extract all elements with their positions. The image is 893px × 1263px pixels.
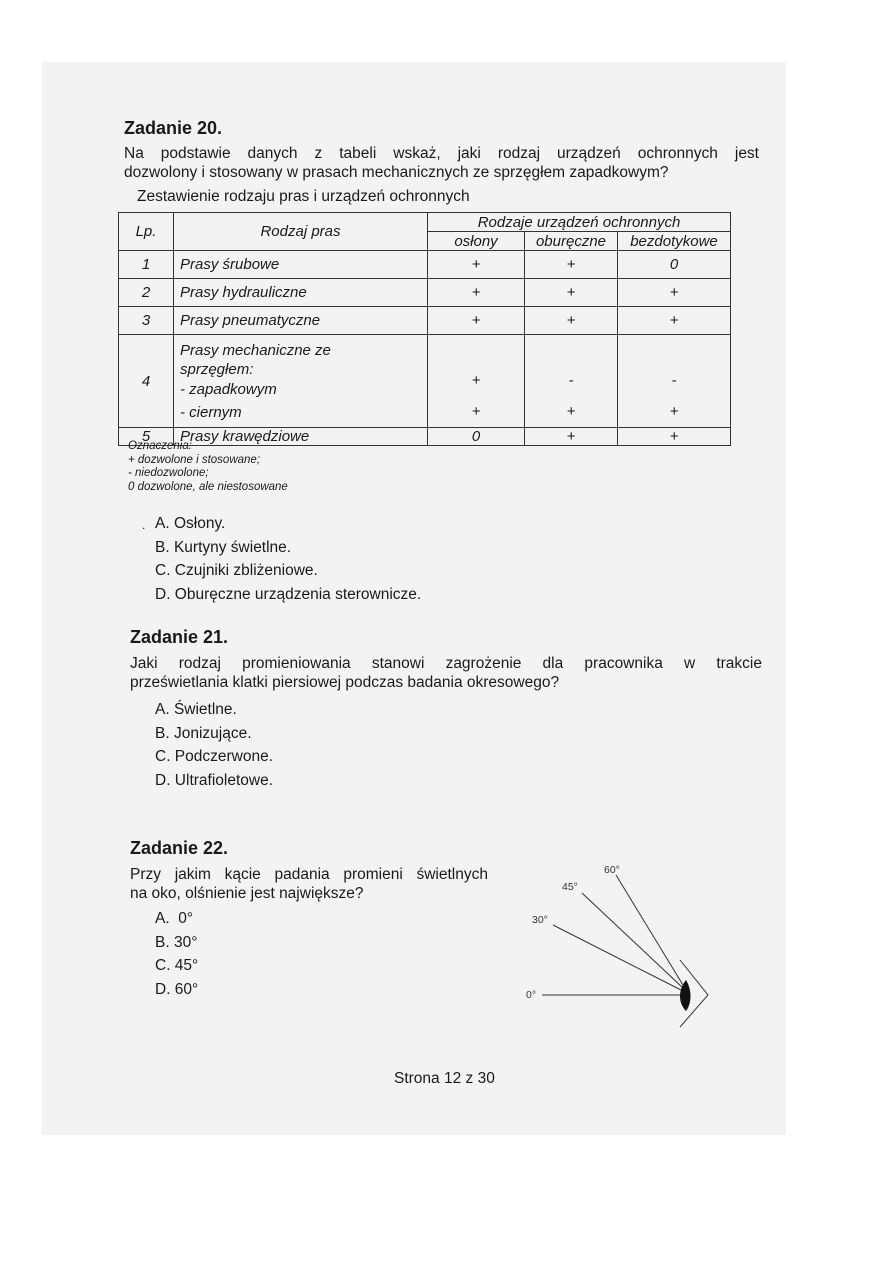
task-22-option-d[interactable]: D. 60° <box>155 981 199 998</box>
question-line: Jaki rodzaj promieniowania stanowi zagrożenie dla pracownika w trakcie <box>130 655 762 672</box>
row-lp: 5 <box>119 428 174 446</box>
table-row <box>119 307 731 335</box>
row-name-line: Prasy mechaniczne ze <box>180 341 331 359</box>
question-line: dozwolony i stosowany w prasach mechanicznych ze sprzęgłem zapadkowym? <box>124 164 669 181</box>
row-value: + <box>471 403 481 420</box>
angle-label-30: 30° <box>532 914 548 926</box>
row-lp: 4 <box>119 335 174 428</box>
task-21-option-b[interactable]: B. Jonizujące. <box>155 725 252 742</box>
task-20-option-a[interactable]: A. Osłony. <box>155 515 226 532</box>
row-lp: 2 <box>119 279 174 307</box>
table-title: Zestawienie rodzaju pras i urządzeń ochronnych <box>137 188 470 205</box>
legend-line: - niedozwolone; <box>128 467 209 479</box>
row-value: 0 <box>428 428 525 446</box>
task-20-title: Zadanie 20. <box>124 118 223 138</box>
task-20-option-b[interactable]: B. Kurtyny świetlne. <box>155 539 292 556</box>
row-value: + <box>428 279 525 307</box>
row-value: + <box>471 372 481 389</box>
row-lp: 3 <box>119 307 174 335</box>
row-value: + <box>525 279 618 307</box>
row-name: Prasy śrubowe <box>174 251 428 279</box>
ray-45-line <box>582 893 683 988</box>
header-protection-group: Rodzaje urządzeń ochronnych <box>428 213 731 232</box>
row-value-pair <box>428 335 525 428</box>
table-row <box>119 279 731 307</box>
task-21-option-d[interactable]: D. Ultrafioletowe. <box>155 772 274 789</box>
row-name: Prasy pneumatyczne <box>174 307 428 335</box>
task-22-option-b[interactable]: B. 30° <box>155 934 198 951</box>
incidence-angle-diagram <box>520 855 720 1035</box>
subheader-bezdotykowe: bezdotykowe <box>618 232 731 251</box>
press-protection-table <box>118 212 731 446</box>
row-name-line: - ciernym <box>180 404 242 421</box>
angle-label-0: 0° <box>526 989 537 1001</box>
row-value: + <box>618 307 731 335</box>
task-21-option-a[interactable]: A. Świetlne. <box>155 701 237 718</box>
question-line: Przy jakim kącie padania promieni świetlnych <box>130 866 488 883</box>
angle-label-60: 60° <box>604 864 620 876</box>
task-21-option-c[interactable]: C. Podczerwone. <box>155 748 274 765</box>
row-value: 0 <box>618 251 731 279</box>
row-value: + <box>669 403 679 420</box>
row-name: Prasy hydrauliczne <box>174 279 428 307</box>
legend-line: Oznaczenia: <box>128 440 192 452</box>
table-row <box>119 335 731 428</box>
task-20-question <box>124 144 759 182</box>
row-value: - <box>568 372 574 389</box>
question-line: Na podstawie danych z tabeli wskaż, jaki rodzaj urządzeń ochronnych jest <box>124 145 759 162</box>
question-line: prześwietlania klatki piersiowej podczas badania okresowego? <box>130 674 560 691</box>
row-value: + <box>618 279 731 307</box>
ray-30-line <box>553 925 683 991</box>
legend-line: 0 dozwolone, ale niestosowane <box>128 480 288 493</box>
row-name: Prasy krawędziowe <box>174 428 428 446</box>
subheader-oburęczne: oburęczne <box>525 232 618 251</box>
header-press-type: Rodzaj pras <box>174 213 428 251</box>
legend-line: + dozwolone i stosowane; <box>128 453 261 466</box>
task-20-option-c[interactable]: C. Czujniki zbliżeniowe. <box>155 562 318 579</box>
row-value: + <box>566 403 576 420</box>
task-20-option-d[interactable]: D. Oburęczne urządzenia sterownicze. <box>155 586 422 603</box>
row-value: + <box>428 307 525 335</box>
task-22-title: Zadanie 22. <box>130 838 229 858</box>
bullet-mark: . <box>142 518 146 532</box>
ray-60-line <box>616 875 683 985</box>
task-22-option-c[interactable]: C. 45° <box>155 957 199 974</box>
row-name-line: - zapadkowym <box>180 380 277 398</box>
row-value: + <box>428 251 525 279</box>
eye-icon <box>680 960 708 1027</box>
task-21-title: Zadanie 21. <box>130 627 229 647</box>
task-22-question <box>130 865 488 903</box>
row-value: + <box>525 251 618 279</box>
row-value: + <box>525 307 618 335</box>
angle-label-45: 45° <box>562 881 578 893</box>
subheader-oslony: osłony <box>428 232 525 251</box>
row-value-pair <box>525 335 618 428</box>
row-value: - <box>671 372 677 389</box>
header-lp: Lp. <box>119 213 174 251</box>
table-legend <box>128 440 288 494</box>
row-name-line: sprzęgłem: <box>180 361 254 378</box>
row-value-pair <box>618 335 731 428</box>
row-value: + <box>525 428 618 446</box>
table-row <box>119 251 731 279</box>
task-22-option-a[interactable]: A. 0° <box>155 910 194 927</box>
page-footer: Strona 12 z 30 <box>394 1070 495 1087</box>
row-value: + <box>618 428 731 446</box>
task-21-question <box>130 654 762 692</box>
row-lp: 1 <box>119 251 174 279</box>
question-line: na oko, olśnienie jest największe? <box>130 885 364 902</box>
row-name <box>174 335 428 428</box>
